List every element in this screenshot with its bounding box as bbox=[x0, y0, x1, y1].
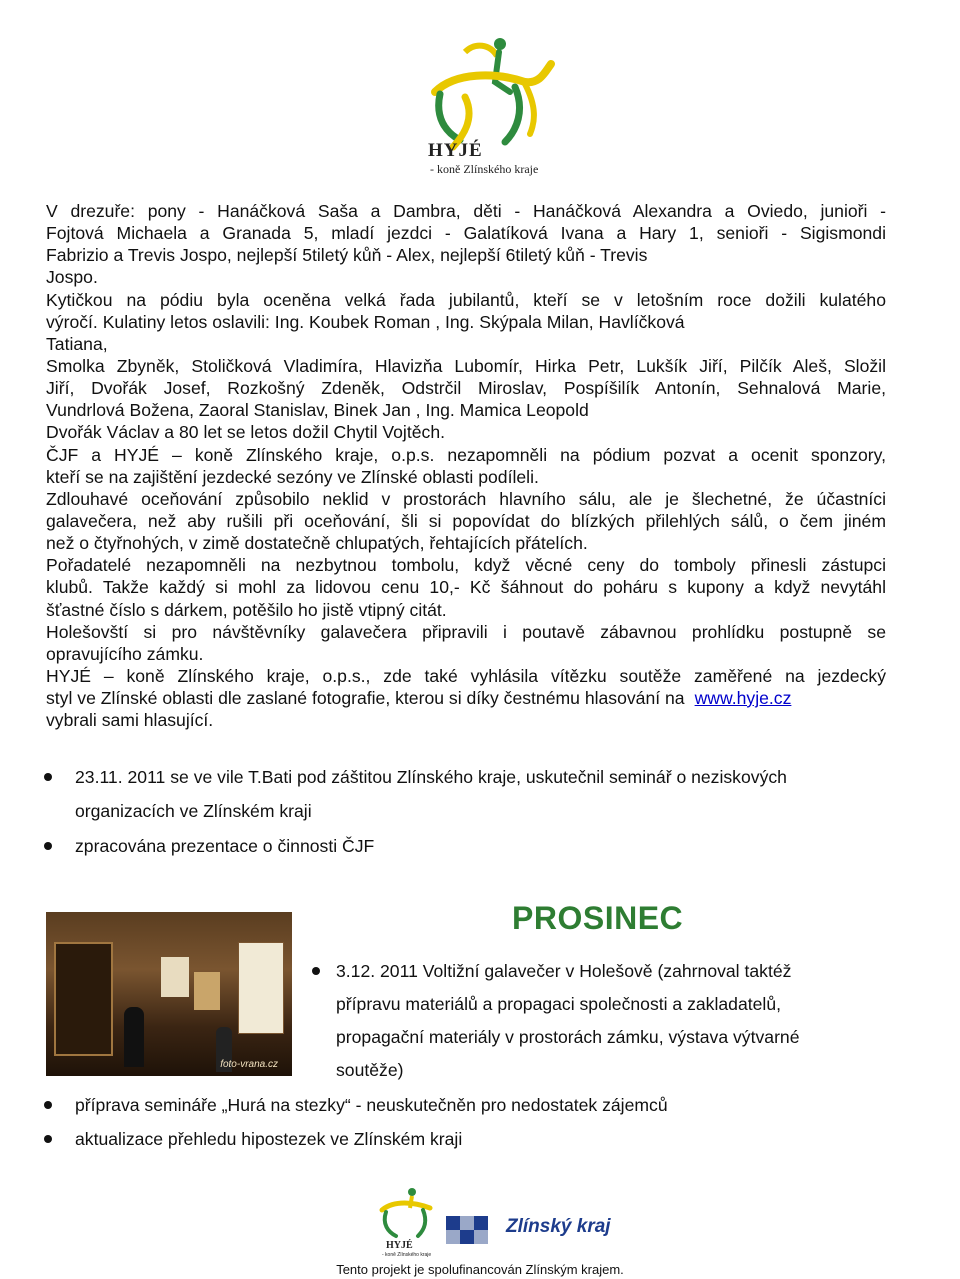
hyje-footer-sub: - koně Zlínského kraje bbox=[382, 1252, 432, 1258]
paragraph-line: ČJF a HYJÉ – koně Zlínského kraje, o.p.s. nezapomněli na pódium pozvat a ocenit sponzory, bbox=[46, 445, 886, 465]
bullet-dot bbox=[312, 967, 320, 975]
paragraph-line: opravujícího zámku. bbox=[46, 644, 204, 664]
paragraph-line: vybrali sami hlasující. bbox=[46, 710, 214, 730]
paragraph-line: Fabrizio a Trevis Jospo, nejlepší 5tiletý kůň - Alex, nejlepší 6tiletý kůň - Trevis bbox=[46, 245, 648, 265]
paragraph-line: Holešovští si pro návštěvníky galavečera připravili i poutavě zábavnou prohlídku postupně se bbox=[46, 622, 886, 642]
bullet-text: zpracována prezentace o činnosti ČJF bbox=[75, 836, 375, 856]
bullet-text: příprava semináře „Hurá na stezky“ - neuskutečněn pro nedostatek zájemců bbox=[75, 1095, 668, 1115]
paragraph-line: šťastné číslo s dárkem, potěšilo ho jistě vtipný citát. bbox=[46, 600, 447, 620]
paragraph-line: klubů. Takže každý si mohl za lidovou cenu 10,- Kč šáhnout do poháru s kupony a když nevytáhl bbox=[46, 577, 886, 597]
section-heading: PROSINEC bbox=[512, 900, 684, 936]
event-photo bbox=[46, 912, 292, 1076]
paragraph-line: Vundrlová Božena, Zaoral Stanislav, Binek Jan , Ing. Mamica Leopold bbox=[46, 400, 589, 420]
logo-text bbox=[428, 140, 568, 185]
paragraph-line: Smolka Zbyněk, Stoličková Vladimíra, Hlavizňa Lubomír, Hirka Petr, Lukšík Jiří, Pilčík Aleš, Složil bbox=[46, 356, 886, 376]
photo-caption: foto-vrana.cz bbox=[220, 1059, 278, 1070]
paragraph-line: V drezuře: pony - Hanáčková Saša a Dambra, děti - Hanáčková Alexandra a Oviedo, junioři - bbox=[46, 201, 886, 221]
paragraph-line: Kytičkou na pódiu byla oceněna velká řada jubilantů, kteří se v letošním roce dožili kulatého bbox=[46, 290, 886, 310]
paragraph-line: Fojtová Michaela a Granada 5, mladí jezdci - Galatíková Ivana a Hary 1, senioři - Sigismondi bbox=[46, 223, 886, 243]
bullet-text: 3.12. 2011 Voltižní galavečer v Holešově (zahrnoval taktéž bbox=[336, 961, 792, 981]
paragraph-line: Zdlouhavé oceňování způsobilo neklid v prostorách hlavního sálu, ale je šlechetné, že účastníci bbox=[46, 489, 886, 509]
paragraph-line: než o čtyřnohých, v zimě dostatečně chlupatých, řehtajících přátelích. bbox=[46, 533, 588, 553]
hyje-footer-name: HYJÉ bbox=[386, 1240, 413, 1251]
logo-subtitle: - koně Zlínského kraje bbox=[430, 162, 539, 176]
paragraph-line: Pořadatelé nezapomněli na nezbytnou tombolu, když věcné ceny do tomboly přinesli zástupci bbox=[46, 555, 886, 575]
logo-name: HYJÉ bbox=[428, 140, 483, 161]
paragraph-line: Jospo. bbox=[46, 267, 98, 287]
paragraph-line-text: styl ve Zlínské oblasti dle zaslané fotografie, kterou si díky čestnému hlasování na bbox=[46, 688, 685, 708]
paragraph-line: kteří se na zajištění jezdecké sezóny ve Zlínské oblasti podíleli. bbox=[46, 467, 539, 487]
paragraph-line: Dvořák Václav a 80 let se letos dožil Chytil Vojtěch. bbox=[46, 422, 445, 442]
bullet-text-cont: soutěže) bbox=[336, 1060, 404, 1080]
bullet-text-cont: propagační materiály v prostorách zámku, výstava výtvarné bbox=[336, 1027, 800, 1047]
zlinsky-kraj-name: Zlínský kraj bbox=[506, 1216, 611, 1237]
bullet-dot bbox=[44, 842, 52, 850]
paragraph-line: Tatiana, bbox=[46, 334, 108, 354]
paragraph-line: výročí. Kulatiny letos oslavili: Ing. Koubek Roman , Ing. Skýpala Milan, Havlíčková bbox=[46, 312, 685, 332]
paragraph-line bbox=[46, 687, 886, 709]
bullet-text: 23.11. 2011 se ve vile T.Bati pod záštitou Zlínského kraje, uskutečnil seminář o neziskových bbox=[75, 767, 787, 787]
paragraph-line: Jiří, Dvořák Josef, Rozkošný Zdeněk, Odstrčil Miroslav, Pospíšilík Antonín, Sehnalová Marie, bbox=[46, 378, 886, 398]
bullet-dot bbox=[44, 773, 52, 781]
paragraph-line: galavečera, než aby rušili při oceňování, šli si popovídat do blízkých přilehlých sálů, o čem jiném bbox=[46, 511, 886, 531]
footer-note: Tento projekt je spolufinancován Zlínským krajem. bbox=[336, 1262, 624, 1277]
bullet-text-cont: organizacích ve Zlínském kraji bbox=[75, 801, 312, 821]
bullet-dot bbox=[44, 1135, 52, 1143]
bullet-dot bbox=[44, 1101, 52, 1109]
paragraph-line: HYJÉ – koně Zlínského kraje, o.p.s., zde také vyhlásila vítězku soutěže zaměřené na jezdecký bbox=[46, 666, 886, 686]
bullet-text: aktualizace přehledu hipostezek ve Zlínském kraji bbox=[75, 1129, 463, 1149]
hyje-website-link[interactable]: www.hyje.cz bbox=[694, 688, 792, 708]
hyje-footer-logo bbox=[368, 1180, 448, 1260]
bullet-text-cont: přípravu materiálů a propagaci společnosti a zakladatelů, bbox=[336, 994, 781, 1014]
